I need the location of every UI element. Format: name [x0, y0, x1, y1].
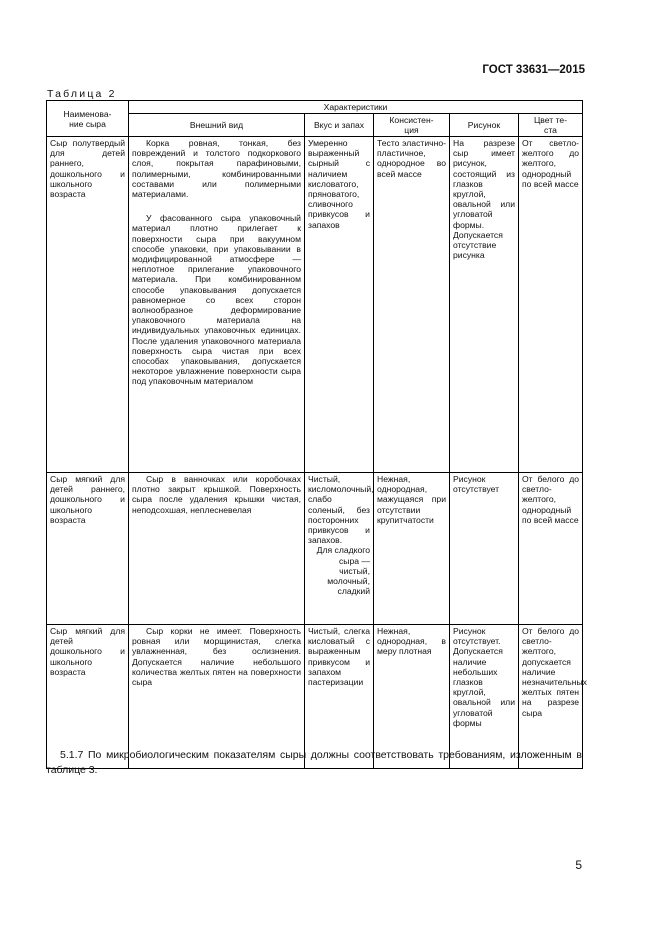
pattern-cell: Рисунок отсутствует. Допускается наличие небольших глазков круглой, овальной или угловатой формы — [450, 625, 519, 769]
appearance-cell — [129, 137, 305, 473]
characteristics-table — [46, 100, 587, 769]
table-row — [47, 625, 583, 769]
cheese-name: Сыр полутвердый для детей раннего, дошкольного и школьного возраста — [47, 137, 129, 473]
page-number: 5 — [575, 858, 582, 872]
pattern-cell: Рисунок отсутствует — [450, 473, 519, 625]
header-appearance: Внешний вид — [129, 114, 305, 137]
footer-paragraph: 5.1.7 По микробиологическим показателям сыры должны соответствовать требованиям, изложенным в таблице 3. — [46, 749, 582, 776]
taste-cell: Умеренно выраженный сырный с наличием кисловатого, пряноватого, сливочного привкусов и запахов — [305, 137, 374, 473]
header-taste: Вкус и запах — [305, 114, 374, 137]
consistency-cell: Нежная, однородная, в меру плотная — [374, 625, 450, 769]
cheese-name: Сыр мягкий для детей дошкольного и школьного возраста — [47, 625, 129, 769]
table-row — [47, 473, 583, 625]
taste-text-2: Для сладкого сыра — чистый, молочный, сладкий — [316, 545, 370, 597]
taste-text: Чистый, кисломолочный, слабо соленый, без посторонних привкусов и запахов. — [308, 474, 374, 546]
appearance-text: Сыр корки не имеет. Поверхность ровная или морщинистая, слегка увлажненная, без ослизнения. Допускается наличие небольшого количества желтых пятен на поверхности сыра — [132, 626, 301, 688]
color-cell: От светло-желтого до желтого, однородный по всей массе — [519, 137, 583, 473]
consistency-cell: Тесто эластично-пластичное, однородное во всей массе — [374, 137, 450, 473]
taste-cell: Чистый, слегка кисловатый с выраженным привкусом и запахом пастеризации — [305, 625, 374, 769]
header-pattern: Рисунок — [450, 114, 519, 137]
standard-number: ГОСТ 33631—2015 — [482, 64, 585, 76]
header-consistency: Консистен- ция — [374, 114, 450, 137]
appearance-cell — [129, 473, 305, 625]
consistency-cell: Нежная, однородная, мажущаяся при отсутствии крупитчатости — [374, 473, 450, 625]
appearance-text-2: У фасованного сыра упаковочный материал плотно прилегает к поверхности сыра при вакуумном способе упаковки, при упаковывании в модифицированной атмосфере — неплотное прилегание упаковочного материала. При комбинированном способе упаковывания допускается равномерное со всех сторон волнообразное деформирование упаковочного материала на индивидуальных упаковочных единицах. После удаления упаковочного материала поверхность сыра чистая при всех способах упаковывания, допускается некоторое увлажнение поверхности сыра под упаковочным материалом — [132, 213, 301, 387]
taste-cell — [305, 473, 374, 625]
appearance-text: Корка ровная, тонкая, без повреждений и толстого подкоркового слоя, покрытая парафиновыми, полимерными, комбинированными составами или полимерными материалами. — [132, 138, 301, 200]
pattern-cell: На разрезе сыр имеет рисунок, состоящий из глазков круглой, овальной или угловатой формы. Допускается отсутствие рисунка — [450, 137, 519, 473]
header-color: Цвет те- ста — [519, 114, 583, 137]
table-caption: Таблица 2 — [47, 88, 117, 100]
cheese-name: Сыр мягкий для детей раннего, дошкольного и школьного возраста — [47, 473, 129, 625]
header-characteristics: Характеристики — [129, 101, 583, 114]
header-name: Наименова- ние сыра — [47, 101, 129, 137]
color-cell: От белого до светло-желтого, однородный по всей массе — [519, 473, 583, 625]
appearance-text: Сыр в ванночках или коробочках плотно закрыт крышкой. Поверхность сыра после удаления крышки чистая, неподсохшая, неплесневелая — [132, 474, 301, 515]
color-cell: От белого до светло-желтого, допускается наличие незначительных желтых пятен на разрезе сыра — [519, 625, 583, 769]
appearance-cell — [129, 625, 305, 769]
table-row — [47, 137, 583, 473]
